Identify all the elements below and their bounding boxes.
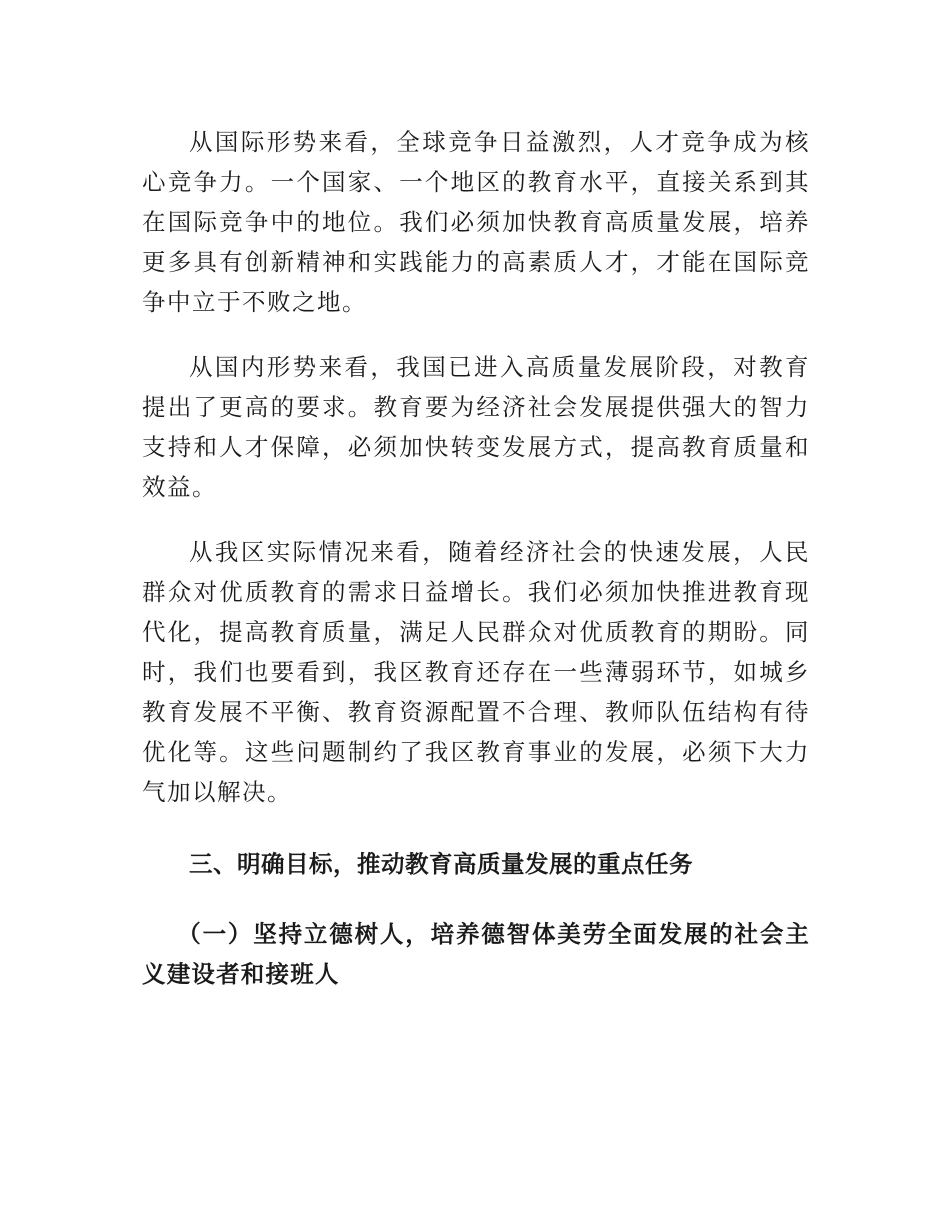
paragraph-international: 从国际形势来看，全球竞争日益激烈，人才竞争成为核心竞争力。一个国家、一个地区的教育水平，直接关系到其在国际竞争中的地位。我们必须加快教育高质量发展，培养更多具有创新精神和实践能力的高素质人才，才能在国际竞争中立于不败之地。 — [142, 128, 810, 316]
paragraph-local: 从我区实际情况来看，随着经济社会的快速发展，人民群众对优质教育的需求日益增长。我们必须加快推进教育现代化，提高教育质量，满足人民群众对优质教育的期盼。同时，我们也要看到，我区教育还存在一些薄弱环节，如城乡教育发展不平衡、教育资源配置不合理、教师队伍结构有待优化等。这些问题制约了我区教育事业的发展，必须下大力气加以解决。 — [142, 538, 810, 806]
subsection-heading: （一）坚持立德树人，培养德智体美劳全面发展的社会主义建设者和接班人 — [142, 920, 810, 988]
paragraph-domestic: 从国内形势来看，我国已进入高质量发展阶段，对教育提出了更高的要求。教育要为经济社会发展提供强大的智力支持和人才保障，必须加快转变发展方式，提高教育质量和效益。 — [142, 353, 810, 501]
section-heading: 三、明确目标，推动教育高质量发展的重点任务 — [189, 850, 693, 878]
document-body — [142, 122, 810, 994]
